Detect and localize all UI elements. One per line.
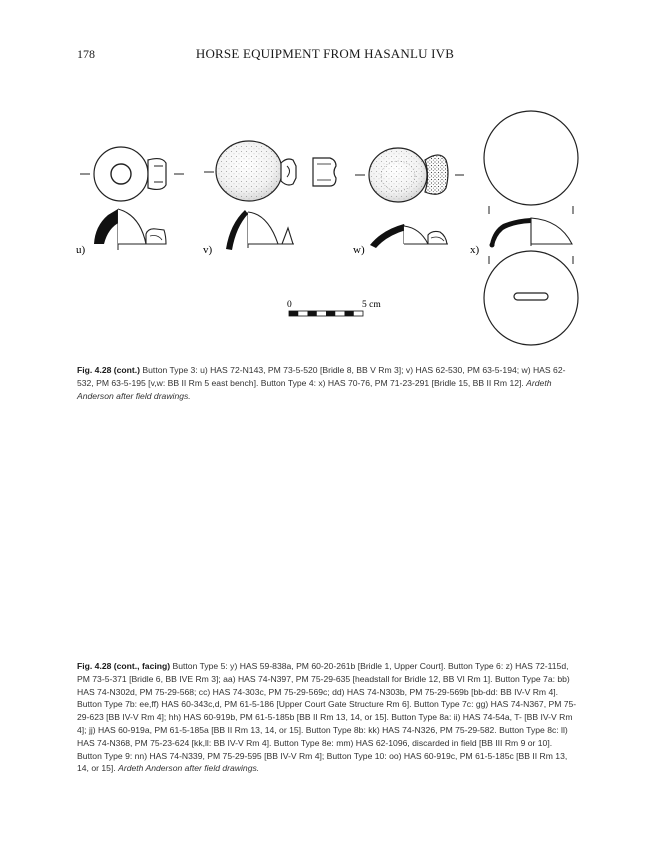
page-number: 178: [77, 47, 95, 61]
scale-end: 5 cm: [362, 300, 381, 310]
running-title: HORSE EQUIPMENT FROM HASANLU IVB: [195, 46, 455, 61]
label-v: v): [203, 244, 213, 256]
caption-top-credit: Ardeth Anderson after field drawings.: [77, 377, 552, 401]
figure-caption-bottom: [77, 660, 577, 775]
caption-bottom-body: Button Type 5: y) HAS 59-838a, PM 60-20-261b [Bridle 1, Upper Court]. Button Type 6: z) HAS 72-115d, PM 73-5-371 [Bridle 6, BB IVE Rm 3]; aa) HAS 74-N397, PM 75-29-635 [headstall for Bridle 12, BB VI Rm 1]. Button Type 7a: bb) HAS 74-N302d, PM 75-29-568; cc) HAS 74-303c, PM 75-29-569c; dd) HAS 74-N303b, PM 75-29-569b [bb-dd: BB IV-V Rm 4]. Button Type 7b: ee,ff) HAS 60-343c,d, PM 61-5-186 [Upper Court Gate Structure Rm 6]. Button Type 7c: gg) HAS 74-N367, PM 75-29-623 [BB IV-V Rm 4]; hh) HAS 60-919b, PM 61-5-185b [BB II Rm 13, 14, or 15]. Button Type 8a: ii) HAS 74-54a, T- [BB IV-V Rm 4]; jj) HAS 60-919a, PM 61-5-185a [BB II Rm 13, 14, or 15]. Button Type 8b: kk) HAS 74-N326, PM 75-29-582. Button Type 8c: ll) HAS 74-N368, PM 75-23-624 [kk,ll: BB IV-V Rm 4]. Button Type 8e: mm) HAS 62-1096, discarded in field [BB III Rm 9 or 10]. Button Type 9: nn) HAS 74-N339, PM 75-29-595 [BB IV-V Rm 4]; Button Type 10: oo) HAS 60-919c, PM 61-5-185c [BB II Rm 13, 14, or 15].: [77, 661, 577, 774]
caption-top-body: Button Type 3: u) HAS 72-N143, PM 73-5-520 [Bridle 8, BB V Rm 3]; v) HAS 62-530, PM 63-5-194; w) HAS 62-532, PM 63-5-195 [v,w: BB II Rm 5 east bench]. Button Type 4: x) HAS 70-76, PM 71-23-291 [Bridle 15, BB II Rm 12].: [77, 365, 566, 388]
label-x: x): [470, 244, 480, 256]
caption-bottom-credit: Ardeth Anderson after field drawings.: [118, 763, 260, 774]
scale-bar: [289, 311, 363, 316]
caption-top-label: Fig. 4.28 (cont.): [77, 365, 141, 375]
figure-drawings: [0, 0, 650, 360]
caption-bottom-label: Fig. 4.28 (cont., facing): [77, 661, 171, 671]
scale-start: 0: [287, 300, 292, 310]
figure-caption-top: [77, 364, 577, 402]
label-u: u): [76, 244, 86, 256]
drawing-v: [204, 141, 336, 250]
drawing-w: [355, 148, 464, 248]
label-w: w): [353, 244, 365, 256]
drawing-u: [80, 147, 184, 250]
drawing-x: [484, 111, 578, 345]
